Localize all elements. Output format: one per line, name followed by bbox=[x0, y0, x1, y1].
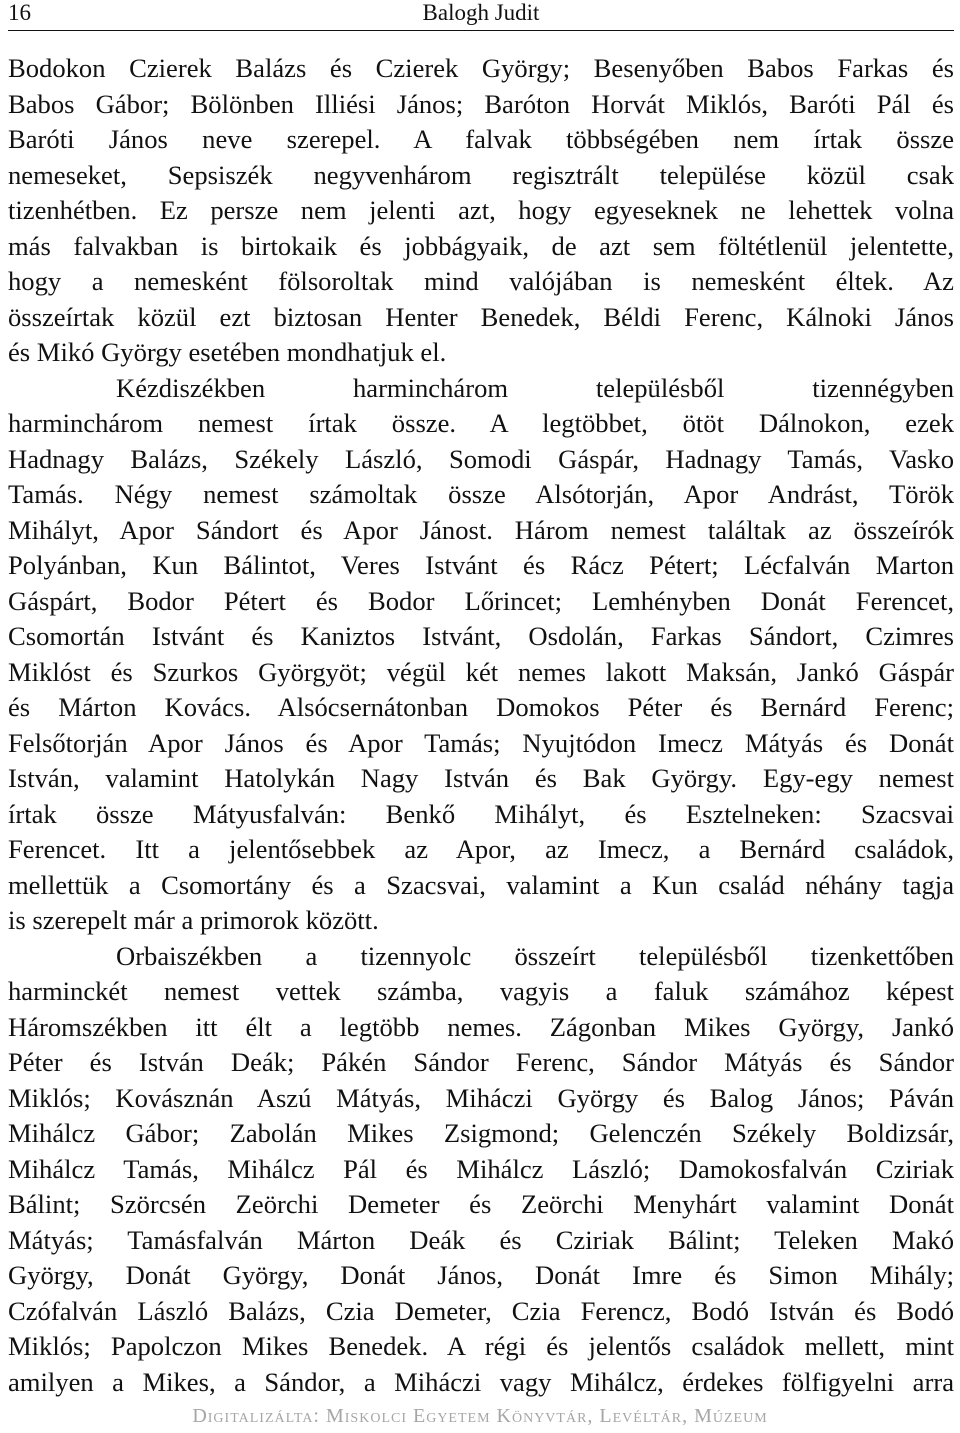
text-line: Csomortán Istvánt és Kaniztos Istvánt, Osdolán, Farkas Sándort, Czimres bbox=[8, 621, 954, 651]
text-line: Ferencet. Itt a jelentősebbek az Apor, az Imecz, a Bernárd családok, bbox=[8, 834, 954, 864]
text-line: György, Donát György, Donát János, Donát Imre és Simon Mihály; bbox=[8, 1260, 954, 1290]
text-line: mellettük a Csomortány és a Szacsvai, valamint a Kun család néhány tagja bbox=[8, 869, 954, 900]
text-line: Babos Gábor; Bölönben Illiési János; Baróton Horvát Miklós, Baróti Pál és bbox=[8, 88, 954, 119]
text-line: hogy a nemesként fölsoroltak mind valójában is nemesként éltek. Az bbox=[8, 266, 954, 296]
text-line: Baróti János neve szerepel. A falvak többségében nem írtak össze bbox=[8, 124, 954, 154]
body-text bbox=[8, 51, 954, 1400]
text-line: írtak össze Mátyusfalván: Benkő Mihályt, és Esztelneken: Szacsvai bbox=[8, 798, 954, 829]
text-line: Miklós; Kovásznán Aszú Mátyás, Miháczi György és Balog János; Páván bbox=[8, 1082, 954, 1113]
text-line: Polyánban, Kun Bálintot, Veres Istvánt és Rácz Pétert; Lécfalván Marton bbox=[8, 550, 954, 580]
header-rule bbox=[8, 30, 954, 31]
text-line: harminckét nemest vettek számba, vagyis a faluk számához képest bbox=[8, 976, 954, 1006]
text-line: összeírtak közül ezt biztosan Henter Benedek, Béldi Ferenc, Kálnoki János bbox=[8, 301, 954, 332]
text-line: Kézdiszékben harminchárom településből tizennégyben bbox=[116, 372, 954, 403]
text-line: Mihálcz Gábor; Zabolán Mikes Zsigmond; Gelenczén Székely Boldizsár, bbox=[8, 1118, 954, 1148]
text-line: Mihálcz Tamás, Mihálcz Pál és Mihálcz László; Damokosfalván Cziriak bbox=[8, 1153, 954, 1184]
text-line: más falvakban is birtokaik és jobbágyaik, de azt sem föltétlenül jelentette, bbox=[8, 230, 954, 261]
text-line: tizenhétben. Ez persze nem jelenti azt, hogy egyeseknek ne lehettek volna bbox=[8, 195, 954, 225]
paragraph bbox=[8, 939, 954, 1401]
text-line: és Mikó György esetében mondhatjuk el. bbox=[8, 337, 447, 367]
text-line: és Márton Kovács. Alsócsernátonban Domokos Péter és Bernárd Ferenc; bbox=[8, 692, 954, 722]
text-line: Czófalván László Balázs, Czia Demeter, Czia Ferencz, Bodó István és Bodó bbox=[8, 1295, 954, 1326]
text-line: Felsőtorján Apor János és Apor Tamás; Nyujtódon Imecz Mátyás és Donát bbox=[8, 727, 954, 758]
paragraph bbox=[8, 371, 954, 939]
text-line: amilyen a Mikes, a Sándor, a Miháczi vagy Mihálcz, érdekes fölfigyelni arra bbox=[8, 1366, 954, 1397]
text-line: Tamás. Négy nemest számoltak össze Alsótorján, Apor Andrást, Török bbox=[8, 479, 954, 509]
text-line: nemeseket, Sepsiszék negyvenhárom regisztrált települése közül csak bbox=[8, 159, 954, 190]
text-line: István, valamint Hatolykán Nagy István és Bak György. Egy-egy nemest bbox=[8, 763, 954, 793]
running-head: Balogh Judit bbox=[422, 0, 540, 25]
text-line: Gáspárt, Bodor Pétert és Bodor Lőrincet; Lemhényben Donát Ferencet, bbox=[8, 585, 954, 616]
text-line: Háromszékben itt élt a legtöbb nemes. Zágonban Mikes György, Jankó bbox=[8, 1011, 954, 1042]
text-line: harminchárom nemest írtak össze. A legtöbbet, ötöt Dálnokon, ezek bbox=[8, 408, 954, 438]
text-line: Péter és István Deák; Pákén Sándor Ferenc, Sándor Mátyás és Sándor bbox=[8, 1047, 954, 1077]
text-line: Orbaiszékben a tizennyolc összeírt településből tizenkettőben bbox=[116, 940, 954, 971]
text-line: Bálint; Szörcsén Zeörchi Demeter és Zeörchi Menyhárt valamint Donát bbox=[8, 1189, 954, 1219]
paragraph bbox=[8, 51, 954, 371]
page-header bbox=[8, 0, 954, 28]
text-line: is szerepelt már a primorok között. bbox=[8, 905, 379, 935]
page-number: 16 bbox=[8, 0, 31, 25]
digitization-footer: Digitalizálta: Miskolci Egyetem Könyvtár, Levéltár, Múzeum bbox=[192, 1405, 768, 1427]
text-line: Mihályt, Apor Sándort és Apor Jánost. Három nemest találtak az összeírók bbox=[8, 514, 954, 545]
text-line: Mátyás; Tamásfalván Márton Deák és Cziriak Bálint; Teleken Makó bbox=[8, 1224, 954, 1255]
text-line: Miklóst és Szurkos Györgyöt; végül két nemes lakott Maksán, Jankó Gáspár bbox=[8, 656, 954, 687]
text-line: Bodokon Czierek Balázs és Czierek György; Besenyőben Babos Farkas és bbox=[8, 53, 954, 83]
text-line: Miklós; Papolczon Mikes Benedek. A régi és jelentős családok mellett, mint bbox=[8, 1331, 954, 1361]
text-line: Hadnagy Balázs, Székely László, Somodi Gáspár, Hadnagy Tamás, Vasko bbox=[8, 443, 954, 474]
